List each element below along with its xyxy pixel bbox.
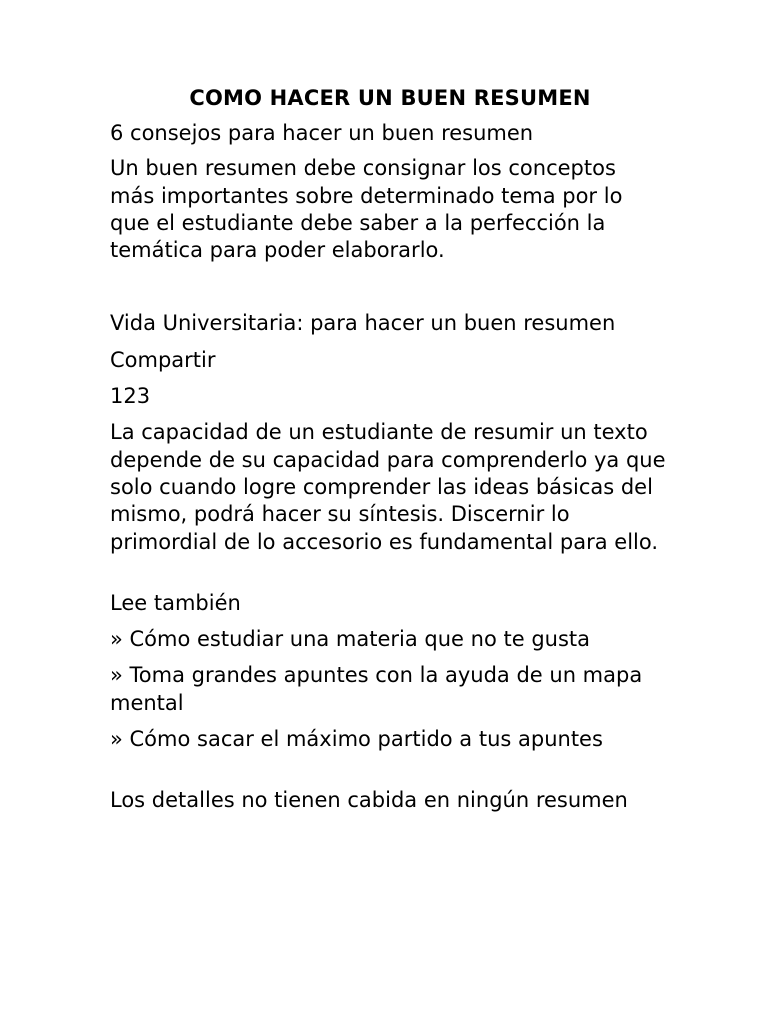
related-heading: Lee también [110, 590, 241, 615]
closing-heading: Los detalles no tienen cabida en ningún resumen [110, 788, 628, 813]
document-title: COMO HACER UN BUEN RESUMEN [189, 86, 591, 110]
document-subtitle: 6 consejos para hacer un buen resumen [110, 121, 534, 145]
related-link-mind-map-notes[interactable]: » Toma grandes apuntes con la ayuda de un mapa mental [110, 663, 643, 715]
intro-paragraph: Un buen resumen debe consignar los conceptos más importantes sobre determinado tema por lo que el estudiante debe saber a la perfección la temática para poder elaborarlo. [110, 156, 623, 263]
section-label: Vida Universitaria: para hacer un buen resumen [110, 311, 616, 336]
share-count: 123 [110, 384, 151, 409]
document-content [110, 84, 670, 815]
body-paragraph: La capacidad de un estudiante de resumir un texto depende de su capacidad para comprenderlo ya que solo cuando logre comprender las ideas básicas del mismo, podrá hacer su síntesis. Discernir lo primordial de lo accesorio es fundamental para ello. [110, 420, 666, 554]
related-link-notes-tips[interactable]: » Cómo sacar el máximo partido a tus apuntes [110, 727, 603, 752]
related-link-study-subject[interactable]: » Cómo estudiar una materia que no te gusta [110, 627, 590, 652]
share-label: Compartir [110, 347, 216, 372]
